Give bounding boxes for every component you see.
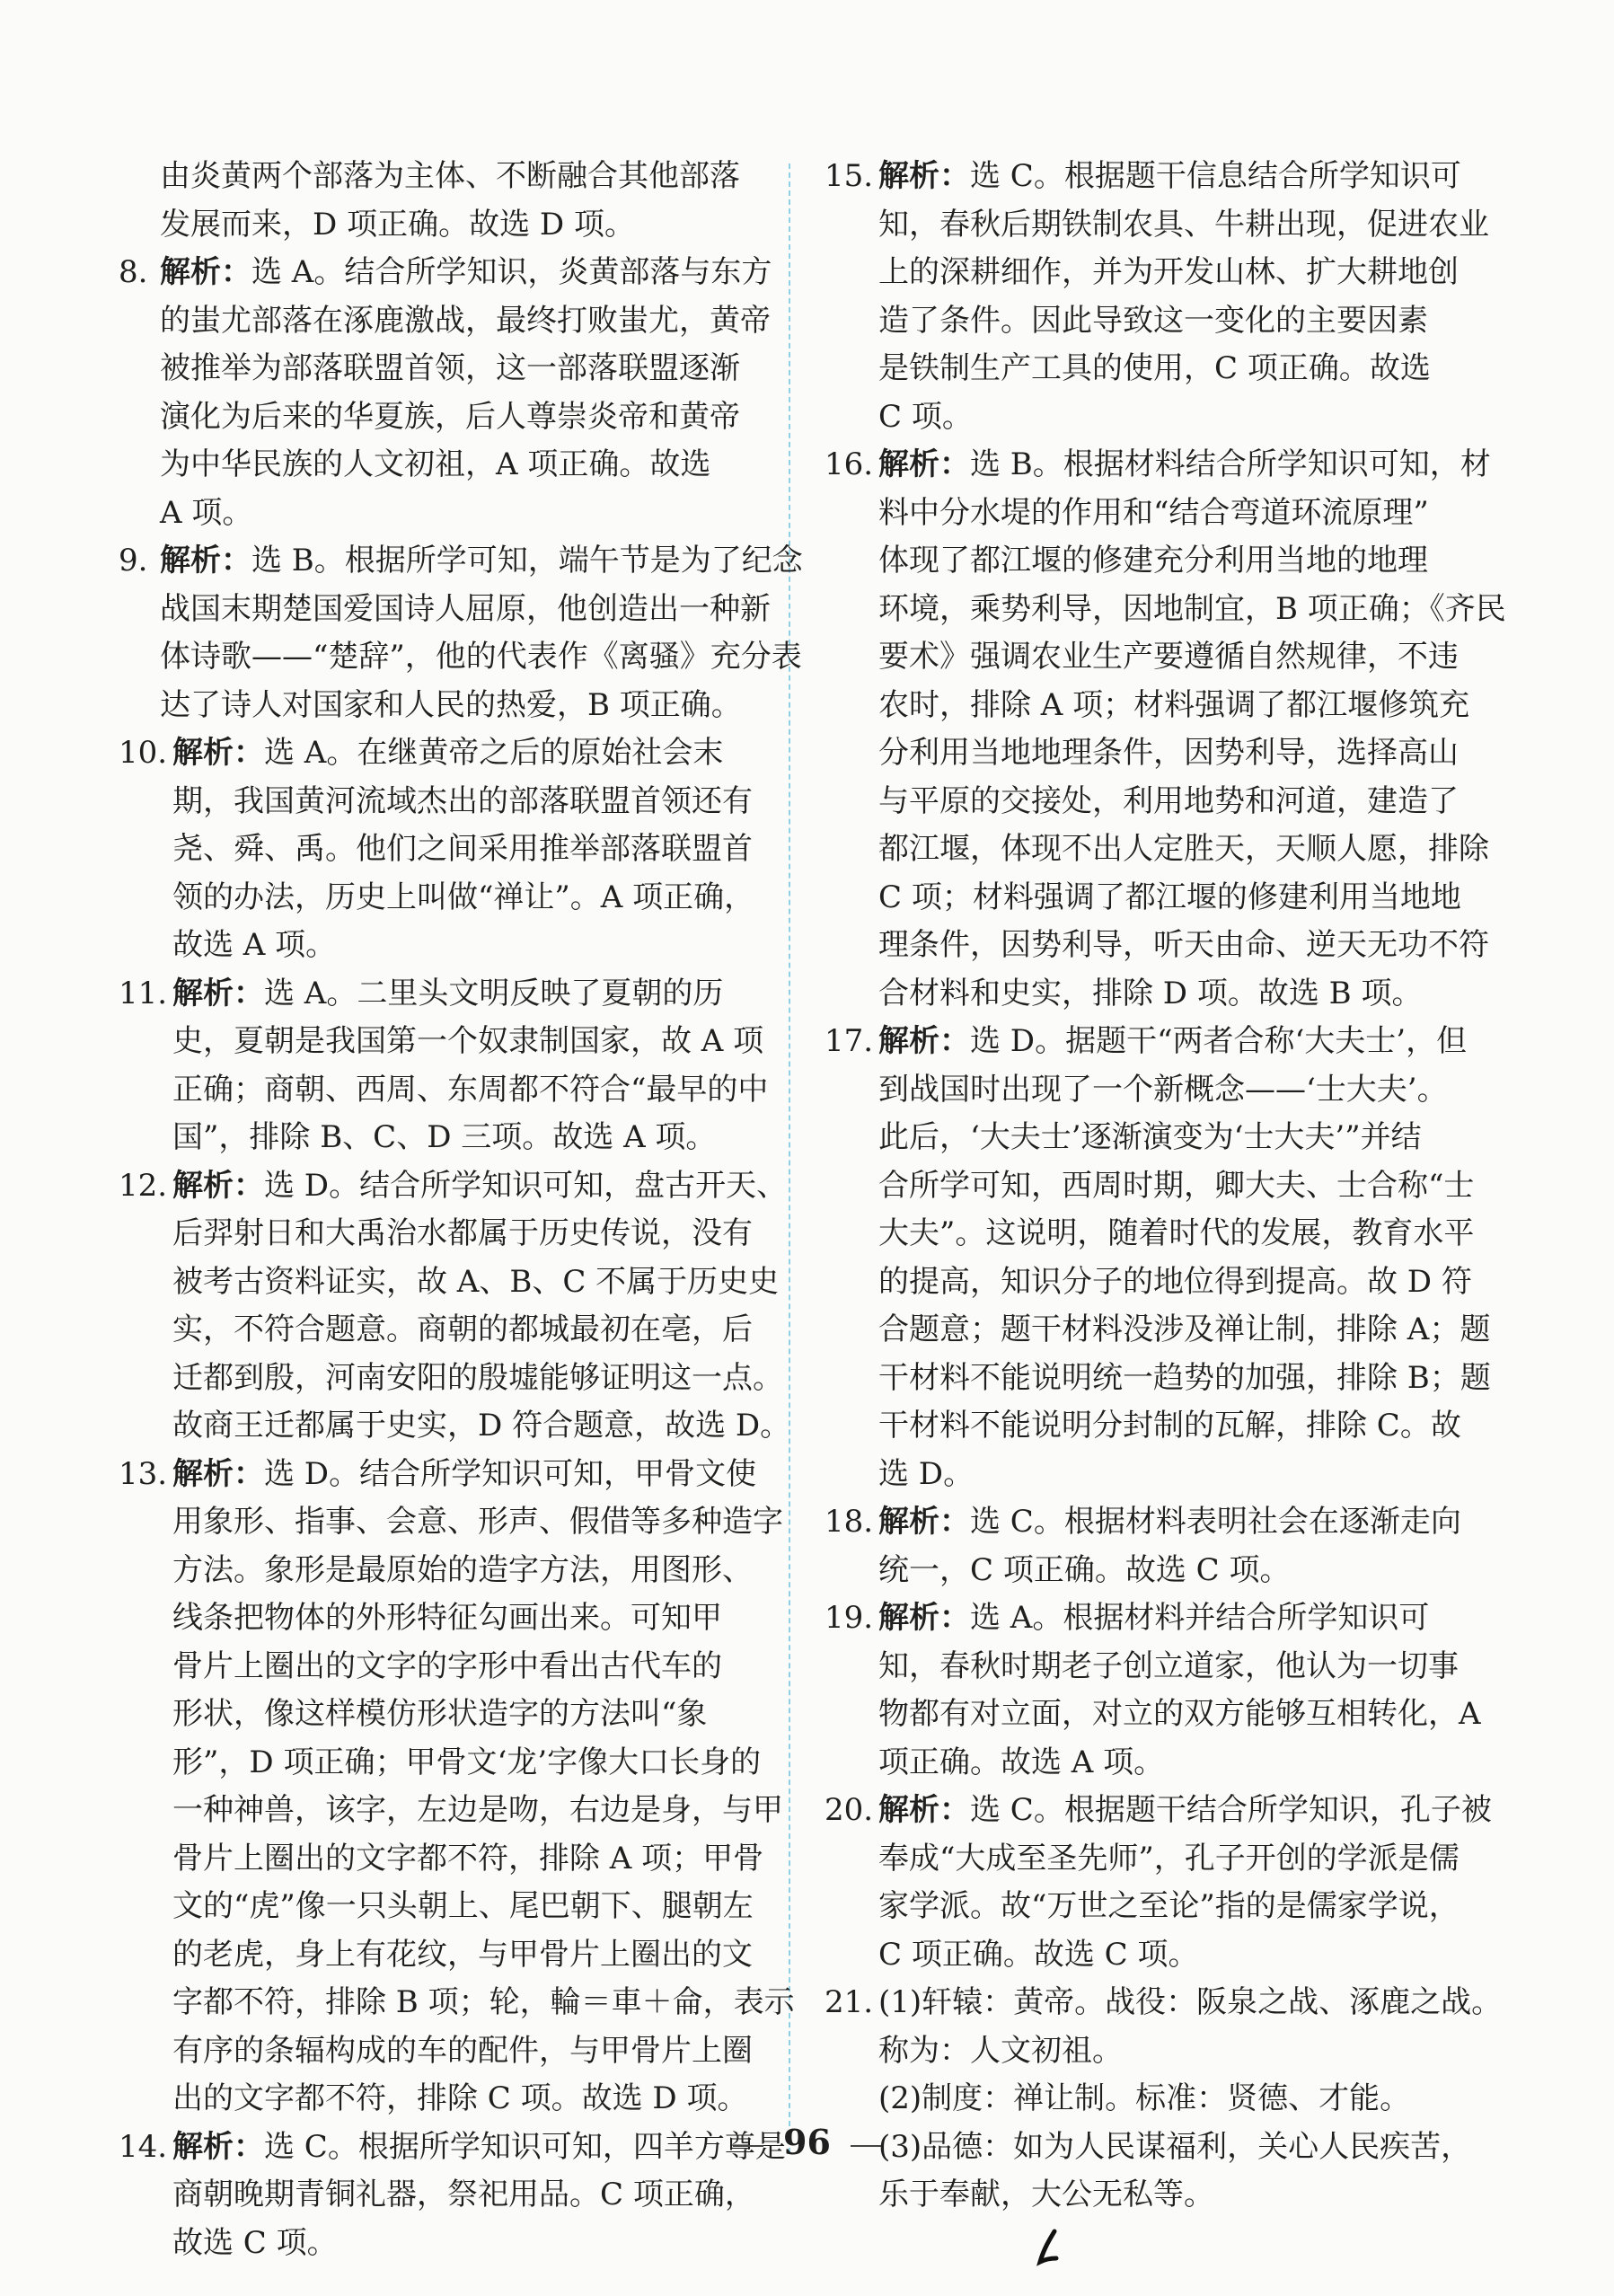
answer-item xyxy=(825,441,1525,1018)
answer-item xyxy=(119,249,819,537)
analysis-keyword: 解析： xyxy=(172,1167,264,1204)
analysis-keyword: 解析： xyxy=(172,735,264,771)
footer-dash-left xyxy=(733,2145,763,2147)
answer-line: 领的办法，历史上叫做“禅让”。A 项正确， xyxy=(172,879,755,915)
answer-item xyxy=(119,1162,819,1451)
answer-line: 实，不符合题意。商朝的都城最初在亳，后 xyxy=(172,1311,753,1347)
answer-line: 故选 A 项。 xyxy=(172,927,337,963)
answer-item xyxy=(825,1787,1525,1979)
answer-first-text: 选 C。根据题干结合所学知识，孔子被 xyxy=(970,1792,1492,1828)
answer-text: (1)轩辕：黄帝。战役：阪泉之战、涿鹿之战。 xyxy=(878,1984,1503,2020)
answer-first-text: 选 A。在继黄帝之后的原始社会末 xyxy=(264,735,724,771)
right-column xyxy=(825,153,1525,2220)
answer-text xyxy=(172,970,819,1019)
answer-first-line xyxy=(119,1451,819,1499)
answer-line: 知，春秋时期老子创立道家，他认为一切事 xyxy=(878,1647,1459,1684)
answer-line: (3)品德：如为人民谋福利，关心人民疾苦， xyxy=(878,2128,1472,2165)
answer-first-line xyxy=(119,537,819,586)
answer-first-line xyxy=(825,153,1525,201)
answer-line: 的老虎，身上有花纹，与甲骨片上圈出的文 xyxy=(172,1936,753,1973)
answer-line: 骨片上圈出的文字都不符，排除 A 项；甲骨 xyxy=(172,1840,764,1877)
answer-line: 方法。象形是最原始的造字方法，用图形、 xyxy=(172,1551,753,1588)
answer-line: 要术》强调农业生产要遵循自然规律，不违 xyxy=(878,639,1459,675)
answer-number: 17. xyxy=(825,1023,874,1059)
answer-line: 体现了都江堰的修建充分利用当地的地理 xyxy=(878,543,1428,578)
answer-line: 有序的条辐构成的车的配件，与甲骨片上圈 xyxy=(172,2032,753,2069)
analysis-keyword: 解析： xyxy=(878,1504,970,1540)
answer-line: 字都不符，排除 B 项；轮，輪＝車＋侖，表示 xyxy=(172,1984,795,2020)
answer-first-text: 选 A。二里头文明反映了夏朝的历 xyxy=(264,975,724,1011)
analysis-keyword: 解析： xyxy=(878,1792,970,1828)
analysis-keyword: 解析： xyxy=(878,1600,970,1636)
answer-line: C 项正确。故选 C 项。 xyxy=(878,1936,1199,1973)
answer-number: 12. xyxy=(119,1167,168,1204)
answer-line: 与平原的交接处，利用地势和河道，建造了 xyxy=(878,782,1459,819)
answer-text xyxy=(878,1594,1525,1643)
answer-line: 都江堰，体现不出人定胜天，天顺人愿，排除 xyxy=(878,831,1489,867)
answer-line: 上的深耕细作，并为开发山林、扩大耕地创 xyxy=(878,254,1459,290)
answer-number: 11. xyxy=(119,975,168,1011)
answer-item xyxy=(825,1018,1525,1498)
answer-text xyxy=(172,1162,819,1211)
answer-line: (2)制度：禅让制。标准：贤德、才能。 xyxy=(878,2080,1411,2116)
answer-first-line xyxy=(825,1594,1525,1643)
answer-line: 史，夏朝是我国第一个奴隶制国家，故 A 项 xyxy=(172,1023,764,1059)
answer-line: 造了条件。因此导致这一变化的主要因素 xyxy=(878,302,1428,339)
answer-line: 线条把物体的外形特征勾画出来。可知甲 xyxy=(172,1600,722,1636)
answer-line: 故选 C 项。 xyxy=(172,2224,338,2261)
answer-line: 用象形、指事、会意、形声、假借等多种造字 xyxy=(172,1504,783,1540)
answer-line: 物都有对立面，对立的双方能够互相转化，A xyxy=(878,1696,1481,1732)
answer-line: 合所学可知，西周时期，卿大夫、士合称“士 xyxy=(878,1167,1475,1204)
answer-item xyxy=(825,1594,1525,1787)
answer-first-text: 选 C。根据材料表明社会在逐渐走向 xyxy=(970,1504,1461,1540)
answer-line: 理条件，因势利导，听天由命、逆天无功不符 xyxy=(878,927,1489,963)
answer-first-text: 选 D。结合所学知识可知，盘古开天、 xyxy=(264,1167,788,1204)
page-footer xyxy=(0,2122,1614,2162)
answer-text xyxy=(172,1451,819,1499)
answer-line: 选 D。 xyxy=(878,1455,975,1492)
answer-line: 文的“虎”像一只头朝上、尾巴朝下、腿朝左 xyxy=(172,1888,754,1924)
answer-line: 合材料和史实，排除 D 项。故选 B 项。 xyxy=(878,975,1423,1011)
answer-number: 14. xyxy=(119,2128,168,2165)
answer-21-first-line xyxy=(825,1979,1525,2027)
answer-text xyxy=(160,537,819,586)
answer-line: 到战国时出现了一个新概念——‘士大夫’。 xyxy=(878,1071,1448,1108)
answer-text xyxy=(160,249,819,297)
answer-line: 期，我国黄河流域杰出的部落联盟首领还有 xyxy=(172,782,753,819)
answer-item xyxy=(119,970,819,1162)
answer-number: 19. xyxy=(825,1600,874,1636)
answer-first-line xyxy=(119,729,819,778)
analysis-keyword: 解析： xyxy=(160,543,251,578)
answer-line: 项正确。故选 A 项。 xyxy=(878,1744,1165,1780)
answer-line: 正确；商朝、西周、东周都不符合“最早的中 xyxy=(172,1071,769,1108)
answer-line: 干材料不能说明统一趋势的加强，排除 B；题 xyxy=(878,1359,1491,1396)
answer-line: 演化为后来的华夏族，后人尊崇炎帝和黄帝 xyxy=(160,398,740,435)
answer-line: 形状，像这样模仿形状造字的方法叫“象 xyxy=(172,1696,708,1732)
answer-line: 干材料不能说明分封制的瓦解，排除 C。故 xyxy=(878,1408,1461,1444)
analysis-keyword: 解析： xyxy=(878,1023,970,1059)
answer-first-text: 选 C。根据题干信息结合所学知识可 xyxy=(970,158,1461,194)
analysis-keyword: 解析： xyxy=(172,2128,264,2165)
answer-line: C 项；材料强调了都江堰的修建利用当地地 xyxy=(878,879,1461,915)
answer-line: 大夫”。这说明，随着时代的发展，教育水平 xyxy=(878,1215,1475,1251)
answer-line: 尧、舜、禹。他们之间采用推举部落联盟首 xyxy=(172,831,753,867)
answer-line: 一种神兽，该字，左边是吻，右边是身，与甲 xyxy=(172,1792,783,1828)
answer-text xyxy=(878,441,1525,490)
answer-line: 被考古资料证实，故 A、B、C 不属于历史史 xyxy=(172,1263,780,1300)
answer-line: 商朝晚期青铜礼器，祭祀用品。C 项正确， xyxy=(172,2177,755,2212)
answer-number: 18. xyxy=(825,1504,874,1540)
analysis-keyword: 解析： xyxy=(160,254,251,290)
answer-first-line xyxy=(119,1162,819,1211)
answer-line: 家学派。故“万世之至论”指的是儒家学说， xyxy=(878,1888,1460,1924)
answer-text xyxy=(878,1018,1525,1066)
answer-line: 称为：人文初祖。 xyxy=(878,2032,1123,2069)
answer-first-text: 选 B。根据所学可知，端午节是为了纪念 xyxy=(251,543,803,578)
answer-line: 此后，‘大夫士’逐渐演变为‘士大夫’”并结 xyxy=(878,1119,1422,1155)
left-answer-list xyxy=(119,249,819,2267)
answer-number: 21. xyxy=(825,1984,874,2020)
answer-first-line xyxy=(825,441,1525,490)
answer-line: 达了诗人对国家和人民的热爱，B 项正确。 xyxy=(160,686,742,723)
answer-first-line xyxy=(825,1018,1525,1066)
answer-first-text: 选 D。据题干“两者合称‘大夫士’，但 xyxy=(970,1023,1468,1059)
answer-line: 奉成“大成至圣先师”，孔子开创的学派是儒 xyxy=(878,1840,1460,1877)
answer-line: 农时，排除 A 项；材料强调了都江堰修筑充 xyxy=(878,686,1470,723)
answer-line: 环境，乘势利导，因地制宜，B 项正确；《齐民 xyxy=(878,590,1506,627)
answer-line: 国”，排除 B、C、D 三项。故选 A 项。 xyxy=(172,1119,717,1155)
answer-line: 故商王迁都属于史实，D 符合题意，故选 D。 xyxy=(172,1408,791,1444)
right-answer-list xyxy=(825,153,1525,1979)
page-number: 96 xyxy=(783,2122,831,2162)
answer-text xyxy=(172,729,819,778)
answer-line: 迁都到殷，河南安阳的殷墟能够证明这一点。 xyxy=(172,1359,783,1396)
answer-line: 为中华民族的人文初祖，A 项正确。故选 xyxy=(160,446,711,482)
answer-item xyxy=(119,537,819,729)
answer-first-line xyxy=(825,1787,1525,1835)
answer-number: 20. xyxy=(825,1792,874,1828)
answer-line: A 项。 xyxy=(160,494,253,531)
ink-mark-icon xyxy=(1035,2228,1062,2267)
answer-item xyxy=(119,1451,819,2124)
answer-first-text: 选 C。根据所学知识可知，四羊方尊是 xyxy=(264,2128,786,2165)
answer-line: 骨片上圈出的文字的字形中看出古代车的 xyxy=(172,1647,722,1684)
answer-line: 合题意；题干材料没涉及禅让制，排除 A；题 xyxy=(878,1311,1491,1347)
answer-line: 知，春秋后期铁制农具、牛耕出现，促进农业 xyxy=(878,206,1489,243)
answer-line: 出的文字都不符，排除 C 项。故选 D 项。 xyxy=(172,2080,748,2116)
answer-line: 体诗歌——“楚辞”，他的代表作《离骚》充分表 xyxy=(160,639,802,675)
answer-line: 料中分水堤的作用和“结合弯道环流原理” xyxy=(878,494,1429,531)
answer-line: 战国末期楚国爱国诗人屈原，他创造出一种新 xyxy=(160,590,771,627)
answer-number: 9. xyxy=(119,543,148,578)
answer-line: 被推举为部落联盟首领，这一部落联盟逐渐 xyxy=(160,350,740,386)
answer-first-line xyxy=(119,970,819,1019)
answer-item xyxy=(825,153,1525,441)
analysis-keyword: 解析： xyxy=(172,1455,264,1492)
answer-first-text: 选 B。根据材料结合所学知识可知，材 xyxy=(970,446,1491,482)
answer-line: C 项。 xyxy=(878,398,973,435)
answer-line: 乐于奉献，大公无私等。 xyxy=(878,2177,1214,2212)
answer-line: 统一，C 项正确。故选 C 项。 xyxy=(878,1551,1291,1588)
analysis-keyword: 解析： xyxy=(878,158,970,194)
left-intro xyxy=(119,153,819,249)
answer-line: 后羿射日和大禹治水都属于历史传说，没有 xyxy=(172,1215,753,1251)
answer-number: 8. xyxy=(119,254,148,290)
answer-text xyxy=(878,1787,1525,1835)
answer-item xyxy=(119,729,819,970)
answer-first-line xyxy=(825,1498,1525,1547)
answer-text xyxy=(878,1498,1525,1547)
answer-text xyxy=(878,153,1525,201)
left-column xyxy=(119,153,819,2267)
answer-first-text: 选 D。结合所学知识可知，甲骨文使 xyxy=(264,1455,757,1492)
analysis-keyword: 解析： xyxy=(172,975,264,1011)
answer-number: 13. xyxy=(119,1455,168,1492)
answer-line: 分利用当地地理条件，因势利导，选择高山 xyxy=(878,735,1459,771)
answer-first-text: 选 A。结合所学知识，炎黄部落与东方 xyxy=(251,254,772,290)
answer-line: 形”，D 项正确；甲骨文‘龙’字像大口长身的 xyxy=(172,1744,762,1780)
answer-line: 是铁制生产工具的使用，C 项正确。故选 xyxy=(878,350,1431,386)
answer-number: 15. xyxy=(825,158,874,194)
answer-line: 的蚩尤部落在涿鹿激战，最终打败蚩尤，黄帝 xyxy=(160,302,771,339)
analysis-keyword: 解析： xyxy=(878,446,970,482)
answer-number: 10. xyxy=(119,735,168,771)
intro-line: 发展而来，D 项正确。故选 D 项。 xyxy=(160,206,635,243)
answer-21 xyxy=(825,1979,1525,2220)
answer-line: 的提高，知识分子的地位得到提高。故 D 符 xyxy=(878,1263,1472,1300)
answer-first-line xyxy=(119,249,819,297)
answer-number: 16. xyxy=(825,446,874,482)
intro-line: 由炎黄两个部落为主体、不断融合其他部落 xyxy=(160,158,740,194)
answer-first-text: 选 A。根据材料并结合所学知识可 xyxy=(970,1600,1430,1636)
answer-item xyxy=(825,1498,1525,1594)
footer-dash-right xyxy=(851,2145,881,2147)
